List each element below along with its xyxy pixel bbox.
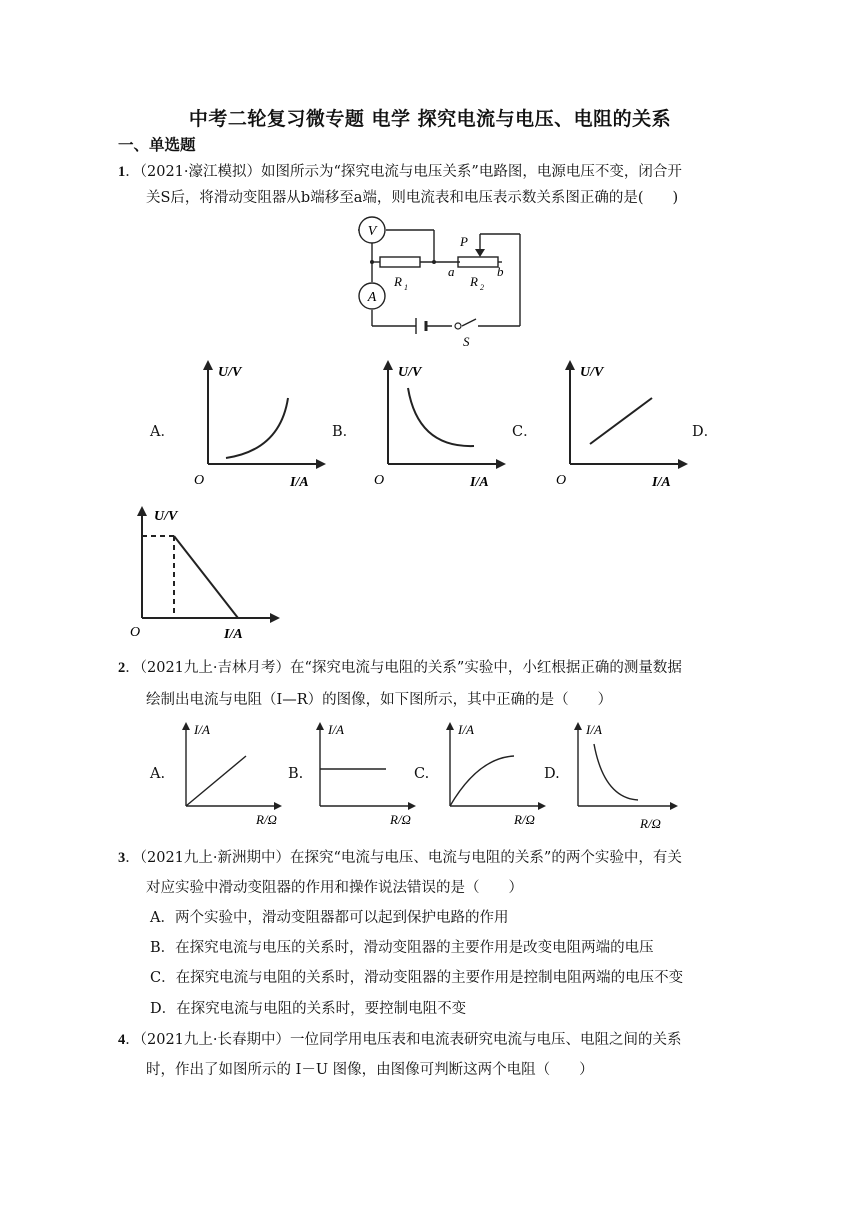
- axis-x-label: I/A: [290, 475, 309, 488]
- question-text: 一位同学用电压表和电流表研究电流与电压、电阻之间的关系: [290, 1032, 682, 1048]
- question-number: 4: [118, 1032, 126, 1048]
- graph-2c: [440, 718, 550, 830]
- question-text: 在探究“电流与电压、电流与电阻的关系”的两个实验中，有关: [290, 850, 682, 866]
- axis-y-label: I/A: [458, 722, 474, 737]
- question-text: 如图所示为“探究电流与电压关系”电路图，电源电压不变，闭合开: [261, 164, 682, 180]
- graph-1b: [370, 358, 510, 488]
- axis-x-label: I/A: [224, 627, 243, 642]
- option-c-label: C．: [512, 424, 538, 440]
- axis-x-label: R/Ω: [256, 812, 277, 827]
- end-a-label: a: [448, 264, 455, 279]
- axis-y-label: I/A: [328, 722, 344, 737]
- r2-subscript: 2: [480, 283, 484, 292]
- question-source: （2021九上·吉林月考）: [139, 660, 291, 676]
- voltmeter-label: V: [367, 224, 377, 239]
- ammeter-label: A: [367, 290, 377, 305]
- option-d-label: D．: [692, 424, 719, 440]
- end-b-label: b: [497, 264, 504, 279]
- axis-y-label: I/A: [194, 722, 210, 737]
- choice-d: D．在探究电流与电阻的关系时，要控制电阻不变: [150, 1001, 467, 1017]
- question-2-line1: 2．（2021九上·吉林月考）在“探究电流与电阻的关系”实验中，小红根据正确的测量数据: [118, 660, 682, 676]
- origin-label: O: [130, 625, 141, 640]
- choice-b: B．在探究电流与电压的关系时，滑动变阻器的主要作用是改变电阻两端的电压: [150, 940, 654, 956]
- option-a-label: A.: [150, 766, 166, 782]
- question-2-line2: 绘制出电流与电阻（I—R）的图像，如下图所示，其中正确的是（ ）: [146, 692, 613, 708]
- question-1-line2: 关S后，将滑动变阻器从b端移至a端，则电流表和电压表示数关系图正确的是( ): [146, 190, 679, 206]
- question-number: 2: [118, 660, 126, 676]
- axis-x-label: R/Ω: [390, 812, 411, 827]
- graph-2a: [176, 718, 286, 830]
- graph-1c: [552, 358, 692, 488]
- question-number: 1: [118, 164, 126, 180]
- question-source: （2021九上·长春期中）: [139, 1032, 291, 1048]
- axis-x-label: R/Ω: [514, 812, 535, 827]
- axis-y-label: U/V: [154, 509, 178, 524]
- graph-1d: [126, 500, 286, 645]
- question-1-line1: 1．（2021·濠江模拟）如图所示为“探究电流与电压关系”电路图，电源电压不变，闭合开: [118, 164, 682, 180]
- option-b-label: B．: [332, 424, 358, 440]
- axis-y-label: U/V: [398, 365, 422, 380]
- question-4-line2: 时，作出了如图所示的 I－U 图像，由图像可判断这两个电阻（ ）: [146, 1062, 594, 1078]
- origin-label: O: [556, 473, 567, 488]
- r1-label: R: [394, 274, 402, 289]
- r2-label: R: [470, 274, 478, 289]
- graph-2b: [310, 718, 420, 830]
- question-number: 3: [118, 850, 126, 866]
- choice-a: A．两个实验中，滑动变阻器都可以起到保护电路的作用: [150, 910, 509, 926]
- axis-y-label: U/V: [218, 365, 242, 380]
- question-source: （2021·濠江模拟）: [139, 164, 262, 180]
- axis-y-label: U/V: [580, 365, 604, 380]
- question-4-line1: 4．（2021九上·长春期中）一位同学用电压表和电流表研究电流与电压、电阻之间的关系: [118, 1032, 682, 1048]
- question-3-line1: 3．（2021九上·新洲期中）在探究“电流与电压、电流与电阻的关系”的两个实验中，有关: [118, 850, 682, 866]
- axis-x-label: R/Ω: [640, 816, 661, 831]
- graph-1a: [190, 358, 330, 488]
- slider-label: P: [460, 234, 468, 249]
- axis-x-label: I/A: [470, 475, 489, 488]
- option-b-label: B.: [288, 766, 304, 782]
- page-title: 中考二轮复习微专题 电学 探究电流与电压、电阻的关系: [188, 108, 672, 130]
- axis-y-label: I/A: [586, 722, 602, 737]
- origin-label: O: [374, 473, 385, 488]
- r1-subscript: 1: [404, 283, 408, 292]
- axis-x-label: I/A: [652, 475, 671, 488]
- option-a-label: A．: [150, 424, 175, 440]
- choice-c: C．在探究电流与电阻的关系时，滑动变阻器的主要作用是控制电阻两端的电压不变: [150, 970, 684, 986]
- section-heading: 一、单选题: [118, 136, 196, 154]
- option-d-label: D.: [544, 766, 560, 782]
- question-text: 在“探究电流与电阻的关系”实验中，小红根据正确的测量数据: [290, 660, 682, 676]
- option-c-label: C.: [414, 766, 430, 782]
- switch-label: S: [463, 334, 470, 349]
- question-source: （2021九上·新洲期中）: [139, 850, 291, 866]
- circuit-diagram: [340, 206, 540, 356]
- graph-2d: [568, 718, 682, 834]
- origin-label: O: [194, 473, 205, 488]
- question-3-line2: 对应实验中滑动变阻器的作用和操作说法错误的是（ ）: [146, 880, 523, 896]
